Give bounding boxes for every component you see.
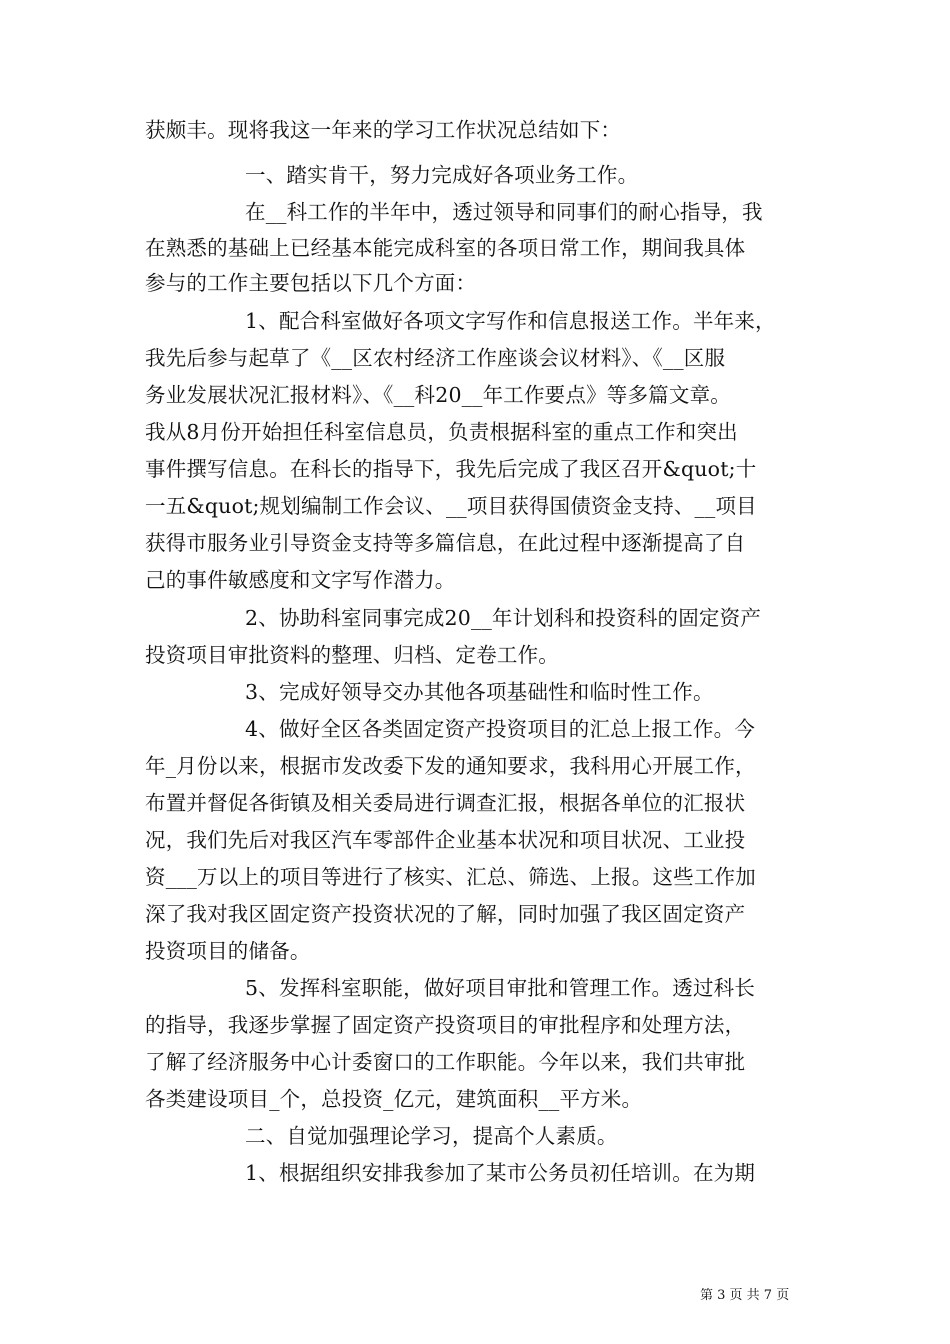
text-line: 况，我们先后对我区汽车零部件企业基本状况和项目状况、工业投 bbox=[145, 828, 746, 852]
text-line: 2、协助科室同事完成20__年计划科和投资科的固定资产 bbox=[245, 606, 762, 630]
text-line: 获得市服务业引导资金支持等多篇信息，在此过程中逐渐提高了自 bbox=[145, 531, 746, 555]
text-line: 我从8月份开始担任科室信息员，负责根据科室的重点工作和突出 bbox=[145, 420, 738, 444]
text-line: 一、踏实肯干，努力完成好各项业务工作。 bbox=[245, 163, 639, 187]
text-line: 各类建设项目_个，总投资_亿元，建筑面积__平方米。 bbox=[145, 1087, 643, 1111]
text-line: 务业发展状况汇报材料》、《__科20__年工作要点》等多篇文章。 bbox=[145, 383, 731, 407]
text-line: 投资项目的储备。 bbox=[145, 939, 311, 963]
text-line: 5、发挥科室职能，做好项目审批和管理工作。透过科长 bbox=[245, 976, 756, 1000]
text-line: 在__科工作的半年中，透过领导和同事们的耐心指导，我 bbox=[245, 200, 763, 224]
text-line: 在熟悉的基础上已经基本能完成科室的各项日常工作，期间我具体 bbox=[145, 236, 746, 260]
text-line: 一五&quot;规划编制工作会议、__项目获得国债资金支持、__项目 bbox=[145, 494, 757, 518]
text-line: 的指导，我逐步掌握了固定资产投资项目的审批程序和处理方法， bbox=[145, 1013, 746, 1037]
text-line: 二、自觉加强理论学习，提高个人素质。 bbox=[245, 1124, 618, 1148]
text-line: 3、完成好领导交办其他各项基础性和临时性工作。 bbox=[245, 680, 714, 704]
text-line: 年_月份以来，根据市发改委下发的通知要求，我科用心开展工作， bbox=[145, 754, 756, 778]
text-line: 投资项目审批资料的整理、归档、定卷工作。 bbox=[145, 643, 559, 667]
text-line: 资___万以上的项目等进行了核实、汇总、筛选、上报。这些工作加 bbox=[145, 865, 756, 889]
text-line: 己的事件敏感度和文字写作潜力。 bbox=[145, 568, 456, 592]
text-line: 我先后参与起草了《__区农村经济工作座谈会议材料》、《__区服 bbox=[145, 346, 726, 370]
text-line: 1、根据组织安排我参加了某市公务员初任培训。在为期 bbox=[245, 1161, 756, 1185]
text-line: 深了我对我区固定资产投资状况的了解，同时加强了我区固定资产 bbox=[145, 902, 746, 926]
page-number-footer: 第 3 页 共 7 页 bbox=[700, 1288, 790, 1303]
text-line: 1、配合科室做好各项文字写作和信息报送工作。半年来， bbox=[245, 309, 776, 333]
text-line: 布置并督促各街镇及相关委局进行调查汇报，根据各单位的汇报状 bbox=[145, 791, 746, 815]
text-line: 了解了经济服务中心计委窗口的工作职能。今年以来，我们共审批 bbox=[145, 1050, 746, 1074]
text-line: 事件撰写信息。在科长的指导下，我先后完成了我区召开&quot;十 bbox=[145, 457, 757, 481]
text-line: 参与的工作主要包括以下几个方面： bbox=[145, 271, 477, 295]
text-line: 获颇丰。现将我这一年来的学习工作状况总结如下： bbox=[145, 118, 622, 142]
text-line: 4、做好全区各类固定资产投资项目的汇总上报工作。今 bbox=[245, 717, 756, 741]
